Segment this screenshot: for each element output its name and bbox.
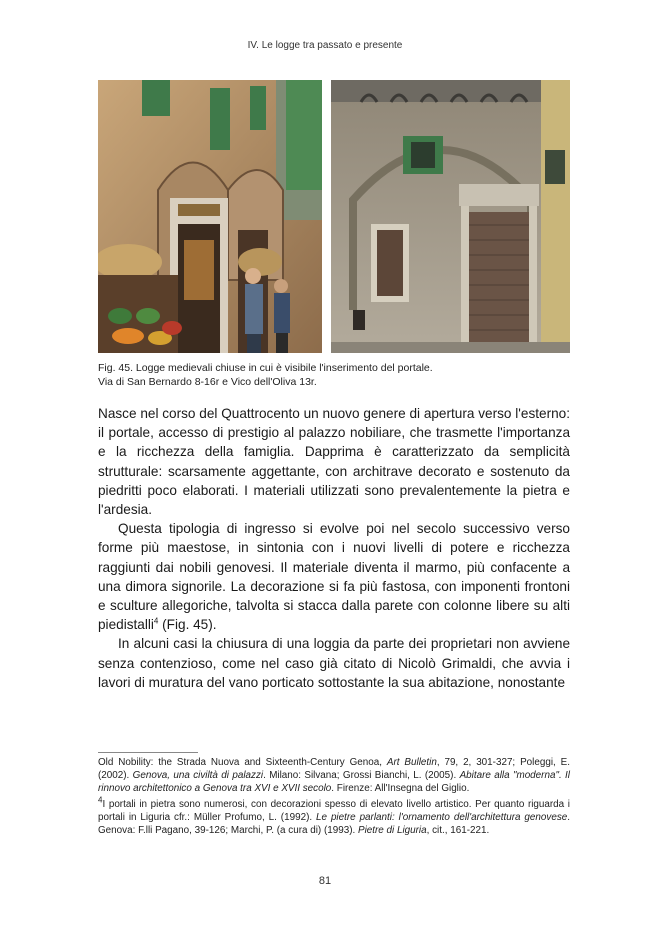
footnote-continued: [98, 757, 570, 795]
paragraph-2-end: (Fig. 45).: [158, 617, 217, 633]
footnote-4-mark: 4: [98, 796, 103, 806]
footnote-run: Old Nobility: the Strada Nuova and Sixteenth-Century Genoa,: [98, 757, 387, 768]
footnote-run: . Firenze: All'Insegna del Giglio.: [331, 782, 470, 794]
footnote-italic-run: Pietre di Liguria: [358, 824, 427, 836]
footnote-italic-run: Art Bulletin: [386, 757, 437, 768]
footnote-italic-run: Abitare alla "moderna". Il rinnovo architettonico a Genova tra XVI e XVII secolo: [98, 769, 570, 794]
photo-left-illustration: [98, 80, 322, 353]
footnote-run: I portali in pietra sono numerosi, con decorazioni spesso di elevato livello artistico. Per quanto riguarda i portali in Liguria cfr.: Müller Profumo, L. (1992).: [98, 799, 570, 824]
paragraph-3: In alcuni casi la chiusura di una loggia da parte dei proprietari non avviene senza contenzioso, come nel caso già citato di Nicolò Grimaldi, che avvia i lavori di muratura del vano porticato sottostante la sua abitazione, nonostante: [98, 636, 570, 690]
body-text: [98, 404, 570, 692]
footnote-italic-run: Le pietre parlanti: l'ornamento dell'architettura genovese: [316, 812, 568, 824]
paragraph-2: [98, 519, 570, 634]
running-head: IV. Le logge tra passato e presente: [247, 40, 403, 51]
footnote-run: . Milano: Silvana; Grossi Bianchi, L. (2005).: [263, 769, 460, 781]
footnote-4: [98, 796, 571, 837]
footnote-italic-run: Genova, una civiltà di palazzi: [132, 769, 264, 781]
footnote-run: , cit., 161-221.: [426, 824, 490, 836]
caption-line-1: Fig. 45. Logge medievali chiuse in cui è visibile l'inserimento del portale.: [98, 362, 433, 374]
footnote-ref-4: 4: [153, 616, 159, 626]
footnote-run: , 79, 2, 301-327; Poleggi, E. (2002).: [98, 757, 570, 781]
figure-photo-left: [98, 80, 322, 353]
footnote-rule: [98, 752, 198, 753]
page-number: 81: [318, 875, 332, 887]
figure-photo-right: [331, 80, 570, 353]
paragraph-2-text: Questa tipologia di ingresso si evolve poi nel secolo successivo verso forme più maestose, in sintonia con i nuovi livelli di potere e ricchezza raggiunti dai nobili genovesi. Il materiale diventa il marmo, più confacente a una dimora signorile. La decorazione si fa più fastosa, con imponenti frontoni e sculture allegoriche, talvolta si stacca dalla parete con colonne libere su alti piedistalli: [98, 521, 570, 633]
footnote-4-body: [98, 799, 570, 836]
footnote-run: . Genova: F.lli Pagano, 39-126; Marchi, P. (a cura di) (1993).: [98, 812, 571, 836]
footnotes: [98, 757, 570, 842]
caption-line-2: Via di San Bernardo 8-16r e Vico dell'Oliva 13r.: [98, 376, 317, 388]
photo-right-illustration: [331, 80, 570, 353]
figure-caption: [98, 361, 570, 389]
paragraph-1: Nasce nel corso del Quattrocento un nuovo genere di apertura verso l'esterno: il portale, accesso di prestigio al palazzo nobiliare, che trasmette l'importanza e la ricchezza della famiglia. Dapprima è caratterizzato da semplicità strutturale: scarsamente aggettante, con architrave decorato e sostenuto da piedritti poco elaborati. I materiali utilizzati sono prevalentemente la pietra e l'ardesia.: [98, 406, 570, 518]
